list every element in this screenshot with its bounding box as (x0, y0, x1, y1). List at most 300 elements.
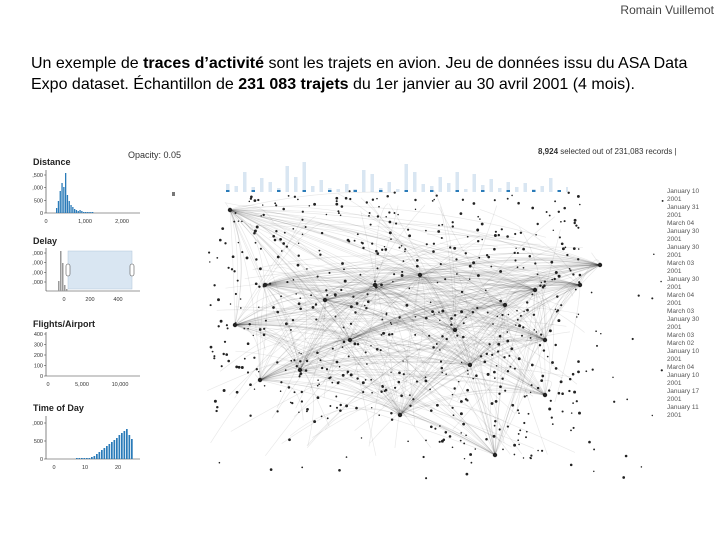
airport-dot (390, 322, 392, 324)
airport-dot (220, 320, 223, 323)
airport-dot (348, 240, 350, 242)
airport-dot (573, 222, 575, 224)
airport-dot (279, 238, 282, 241)
airport-dot (326, 214, 328, 216)
delay-bar (58, 281, 60, 291)
distance-bar (83, 212, 84, 213)
airport-dot (562, 410, 564, 412)
delay-xticks (62, 297, 122, 303)
airport-dot (366, 363, 368, 365)
x-tick-label: 1,000 (78, 219, 92, 225)
airport-dot (216, 257, 218, 259)
airport-dot (588, 441, 591, 444)
airport-dot (347, 370, 350, 373)
airport-dot (416, 381, 418, 383)
airport-dot (441, 367, 444, 370)
airport-dot (536, 331, 537, 332)
airport-dot (553, 230, 554, 231)
brush-handle[interactable] (130, 264, 134, 276)
airport-dot (224, 341, 226, 343)
record-date-item[interactable]: January 10 (667, 188, 700, 195)
airport-dot (467, 373, 469, 375)
airport-dot (280, 381, 282, 383)
airport-dot (521, 335, 523, 337)
airport-dot (491, 354, 493, 356)
time-of-day-bar (124, 431, 126, 459)
airport-dot (221, 227, 224, 230)
airport-dot (256, 368, 258, 370)
airport-dot (209, 261, 210, 262)
airport-dot (374, 280, 376, 282)
airport-dot (439, 425, 441, 427)
airport-dot (549, 329, 552, 332)
airport-dot (559, 236, 561, 238)
hub-airport-dot (503, 303, 507, 307)
airport-dot (298, 412, 300, 414)
timeline-bar (413, 172, 417, 192)
airport-dot (394, 191, 396, 193)
airport-dot (394, 387, 396, 389)
hub-airport-dot (373, 283, 377, 287)
distance-bar (72, 207, 73, 213)
airport-dot (467, 236, 469, 238)
airport-dot (313, 420, 316, 423)
airport-dot (402, 360, 403, 361)
airport-dot (439, 441, 441, 443)
airport-dot (441, 372, 443, 374)
airport-dot (514, 454, 516, 456)
airport-dot (460, 212, 463, 215)
airport-dot (288, 386, 291, 389)
record-date-item[interactable]: March 04 (667, 364, 695, 371)
record-date-item[interactable]: 2001 (667, 324, 682, 331)
airport-dot (568, 192, 570, 194)
airport-dot (429, 389, 431, 391)
airport-dot (285, 322, 288, 325)
record-date-item[interactable]: 2001 (667, 252, 682, 259)
timeline-bar (456, 172, 460, 192)
x-tick-label: 10 (81, 465, 89, 471)
y-tick-label: ,000 (32, 251, 43, 257)
hub-airport-dot (533, 288, 537, 292)
airport-dot (388, 211, 390, 213)
airport-dot (345, 197, 348, 200)
delay-brush[interactable] (68, 251, 132, 289)
time-of-day-bar (101, 450, 103, 459)
record-date-item[interactable]: January 30 (667, 316, 700, 323)
airport-dot (249, 201, 251, 203)
airport-dot (339, 366, 341, 368)
airport-dot (479, 218, 480, 219)
airport-dot (565, 247, 567, 249)
x-tick-label: 200 (85, 297, 95, 303)
time-of-day-histogram[interactable] (20, 412, 145, 474)
time-of-day-bars (76, 429, 133, 459)
airport-dot (361, 242, 363, 244)
airport-dot (392, 281, 394, 283)
airport-dot (517, 319, 519, 321)
airport-dot (465, 317, 466, 318)
airport-dot (381, 249, 383, 251)
airport-dot (626, 399, 628, 401)
airport-dot (430, 409, 433, 412)
airport-dot (507, 426, 509, 428)
hub-airport-dot (468, 363, 472, 367)
airport-dot (481, 223, 484, 226)
record-date-item[interactable]: 2001 (667, 236, 682, 243)
time-of-day-bar (91, 457, 93, 459)
record-date-item[interactable]: 2001 (667, 396, 682, 403)
airport-dot (579, 274, 582, 277)
airport-dot (285, 369, 287, 371)
record-date-item[interactable]: March 02 (667, 340, 695, 347)
y-tick-label: ,000 (32, 185, 43, 192)
airport-dot (388, 333, 391, 336)
opacity-label[interactable]: Opacity: 0.05 (128, 150, 182, 160)
airport-dot (548, 408, 551, 411)
record-date-item[interactable]: 2001 (667, 380, 682, 387)
airport-dot (370, 379, 372, 381)
airport-dot (299, 307, 302, 310)
airport-dot (301, 400, 303, 402)
distance-bars (56, 173, 93, 213)
airport-dot (551, 361, 554, 364)
record-date-item[interactable]: January 11 (667, 404, 699, 411)
airport-dot (541, 375, 544, 378)
airport-dot (335, 316, 337, 318)
airport-dot (507, 370, 509, 372)
airport-dot (232, 255, 235, 258)
airport-dot (436, 194, 438, 196)
airport-dot (554, 278, 556, 280)
airport-dot (260, 215, 262, 217)
airport-dot (462, 199, 464, 201)
record-date-item[interactable]: 2001 (667, 300, 682, 307)
airport-dot (352, 296, 354, 298)
airport-dot (499, 335, 502, 338)
distance-bar (74, 209, 75, 213)
airport-dot (416, 259, 419, 262)
airport-dot (294, 196, 296, 198)
airport-dot (265, 320, 267, 322)
airport-dot (483, 360, 486, 363)
record-date-item[interactable]: January 30 (667, 228, 700, 235)
airport-dot (463, 322, 465, 324)
airport-dot (340, 289, 342, 291)
airport-dot (463, 442, 465, 444)
airport-dot (341, 205, 344, 208)
airport-dot (213, 357, 215, 359)
record-date-item[interactable]: January 30 (667, 244, 700, 251)
timeline-bar (362, 170, 366, 192)
airport-dot (498, 393, 500, 395)
airport-dot (290, 329, 292, 331)
airport-dot (539, 285, 541, 287)
airport-dot (592, 369, 594, 371)
airport-dot (455, 258, 457, 260)
airport-dot (569, 268, 571, 270)
airport-dot (441, 310, 444, 313)
airport-dot (415, 316, 417, 318)
airport-dot (451, 407, 453, 409)
airport-dot (452, 225, 454, 227)
airport-dot (380, 391, 382, 393)
airport-dot (495, 231, 497, 233)
airport-dot (262, 204, 263, 205)
hub-airport-dot (348, 338, 352, 342)
airport-dot (405, 304, 408, 307)
airport-dot (561, 242, 564, 245)
airport-dot (477, 274, 480, 277)
airport-dot (460, 412, 463, 415)
airport-dot (516, 310, 518, 312)
airport-dot (472, 378, 474, 380)
y-tick-label: ,000 (32, 280, 43, 286)
airport-dot (348, 355, 350, 357)
record-date-item[interactable]: 2001 (667, 412, 682, 419)
airport-dot (386, 314, 388, 316)
airport-dot (493, 435, 496, 438)
hub-airport-dot (418, 273, 422, 277)
time-of-day-yticks (32, 421, 46, 463)
airport-dot (557, 309, 559, 311)
time-of-day-bar (89, 458, 91, 459)
record-date-list[interactable] (667, 188, 720, 480)
airport-dot (329, 405, 331, 407)
airport-dot (233, 270, 235, 272)
record-date-item[interactable]: January 31 (667, 204, 700, 211)
airport-dot (328, 272, 330, 274)
y-tick-label: 400 (33, 332, 43, 338)
airport-dot (249, 383, 252, 386)
airport-dot (394, 212, 396, 214)
distance-histogram[interactable] (20, 166, 145, 228)
airport-dot (552, 423, 554, 425)
airport-dot (485, 438, 488, 441)
airport-dot (389, 231, 392, 234)
record-date-item[interactable]: March 03 (667, 260, 695, 267)
airport-dot (499, 428, 501, 430)
airport-dot (425, 477, 427, 479)
airport-dot (465, 252, 467, 254)
airport-dot (300, 372, 303, 375)
airport-dot (541, 450, 543, 452)
airport-dot (526, 301, 528, 303)
record-date-item[interactable]: March 03 (667, 308, 695, 315)
record-date-item[interactable]: 2001 (667, 284, 682, 291)
delay-bar (64, 285, 66, 291)
airport-dot (301, 467, 303, 469)
hub-airport-dot (453, 328, 457, 332)
airport-dot (354, 311, 356, 313)
airport-dot (310, 294, 312, 296)
airport-dot (493, 371, 496, 374)
airport-dot (215, 410, 217, 412)
airport-dot (233, 221, 235, 223)
airport-dot (365, 351, 367, 353)
airport-dot (612, 377, 613, 378)
airport-dot (298, 375, 300, 377)
airport-dot (365, 379, 367, 381)
airport-dot (300, 353, 301, 354)
record-date-item[interactable]: 2001 (667, 196, 682, 203)
airport-dot (503, 356, 505, 358)
airport-dot (382, 332, 385, 335)
airport-dot (376, 267, 378, 269)
airport-dot (573, 427, 575, 429)
airport-dot (306, 360, 308, 362)
airport-dot (258, 285, 260, 287)
record-date-item[interactable]: 2001 (667, 212, 682, 219)
record-date-item[interactable]: 2001 (667, 356, 682, 363)
brush-handle[interactable] (66, 264, 70, 276)
intro-part: Un exemple de (31, 55, 144, 72)
airport-dot (315, 303, 317, 305)
airport-dot (465, 434, 467, 436)
airport-dot (513, 444, 516, 447)
airport-dot (305, 226, 307, 228)
airport-dot (496, 365, 498, 367)
airport-dot (276, 361, 278, 363)
airport-dot (454, 314, 456, 316)
airport-dot (467, 370, 469, 372)
airport-dot (326, 294, 328, 296)
x-tick-label: 0 (52, 465, 56, 471)
flight-route (230, 210, 319, 261)
time-of-day-bar (99, 452, 101, 459)
airport-dot (246, 256, 249, 259)
airport-dot (317, 379, 319, 381)
airport-dot (366, 201, 368, 203)
airport-dot (281, 250, 283, 252)
airport-dot (257, 199, 259, 201)
airport-dot (255, 242, 257, 244)
airport-dot (274, 202, 276, 204)
airport-dot (570, 464, 573, 467)
airport-dot (506, 235, 509, 238)
airport-dot (472, 261, 475, 264)
airport-dot (325, 289, 327, 291)
airport-dot (526, 395, 527, 396)
airport-dot (508, 355, 510, 357)
delay-histogram[interactable] (20, 244, 145, 306)
airport-dot (517, 439, 519, 441)
airport-dot (224, 242, 226, 244)
airport-dot (520, 315, 522, 317)
airport-dot (389, 221, 392, 224)
airport-dot (381, 334, 383, 336)
timeline-handle[interactable] (172, 192, 175, 196)
airport-dot (223, 389, 226, 392)
airport-dot (380, 349, 382, 351)
airport-dot (275, 230, 277, 232)
distance-bar (78, 211, 79, 213)
airport-dot (305, 369, 307, 371)
airport-dot (577, 258, 579, 260)
airport-dot (662, 200, 664, 202)
airport-dot (522, 326, 524, 328)
airport-dot (490, 266, 492, 268)
record-date-item[interactable]: March 04 (667, 292, 695, 299)
airport-dot (499, 300, 502, 303)
airport-dot (255, 282, 258, 285)
airport-dot (558, 275, 561, 278)
record-date-item[interactable]: January 10 (667, 372, 700, 379)
airport-dot (440, 263, 442, 265)
airport-dot (350, 323, 352, 325)
distance-bar (60, 191, 61, 213)
airport-dot (412, 398, 414, 400)
record-date-item[interactable]: January 30 (667, 276, 700, 283)
airport-dot (272, 235, 275, 238)
record-date-item[interactable]: January 17 (667, 388, 700, 395)
airport-dot (241, 221, 243, 223)
airport-dot (298, 255, 300, 257)
airport-dot (280, 390, 282, 392)
airport-dot (488, 343, 490, 345)
airport-dot (444, 278, 446, 280)
timeline-bar (286, 166, 290, 192)
airport-dot (337, 382, 340, 385)
airport-dot (384, 246, 385, 247)
airport-dot (332, 348, 334, 350)
airport-dot (299, 360, 301, 362)
time-of-day-bar (109, 444, 111, 459)
record-date-item[interactable]: March 04 (667, 220, 695, 227)
airport-dot (593, 448, 595, 450)
selected-text: selected out of 231,083 records | (558, 147, 677, 156)
airport-dot (578, 412, 581, 415)
record-date-item[interactable]: March 03 (667, 332, 695, 339)
airport-dot (414, 334, 416, 336)
airport-dot (391, 333, 393, 335)
airport-dot (509, 366, 511, 368)
airport-dot (632, 338, 634, 340)
airport-dot (253, 335, 254, 336)
airport-dot (213, 355, 215, 357)
airport-dot (321, 367, 323, 369)
airport-dot (276, 311, 278, 313)
record-date-item[interactable]: January 10 (667, 348, 700, 355)
airport-dot (461, 291, 463, 293)
airport-dot (241, 366, 244, 369)
airport-dot (571, 412, 572, 413)
airport-dot (240, 298, 242, 300)
airport-dot (306, 268, 308, 270)
y-tick-label: 300 (33, 342, 43, 349)
airport-dot (293, 279, 295, 281)
airport-dot (439, 320, 440, 321)
airport-dot (328, 377, 330, 379)
airport-dot (439, 349, 441, 351)
airport-dot (548, 389, 550, 391)
airport-dot (290, 402, 292, 404)
record-date-item[interactable]: 2001 (667, 268, 682, 275)
airport-dot (440, 360, 442, 362)
airport-dot (534, 262, 536, 264)
time-of-day-bar (94, 456, 96, 459)
airport-dot (561, 392, 564, 395)
airport-dot (370, 224, 372, 226)
airport-dot (577, 360, 580, 363)
x-tick-label: 0 (44, 219, 48, 225)
airport-dot (577, 371, 580, 374)
airport-dot (441, 335, 444, 338)
flight-traces-map[interactable] (205, 190, 665, 480)
flights-airport-histogram[interactable] (20, 330, 145, 392)
airport-dot (531, 384, 533, 386)
airport-dot (230, 303, 232, 305)
